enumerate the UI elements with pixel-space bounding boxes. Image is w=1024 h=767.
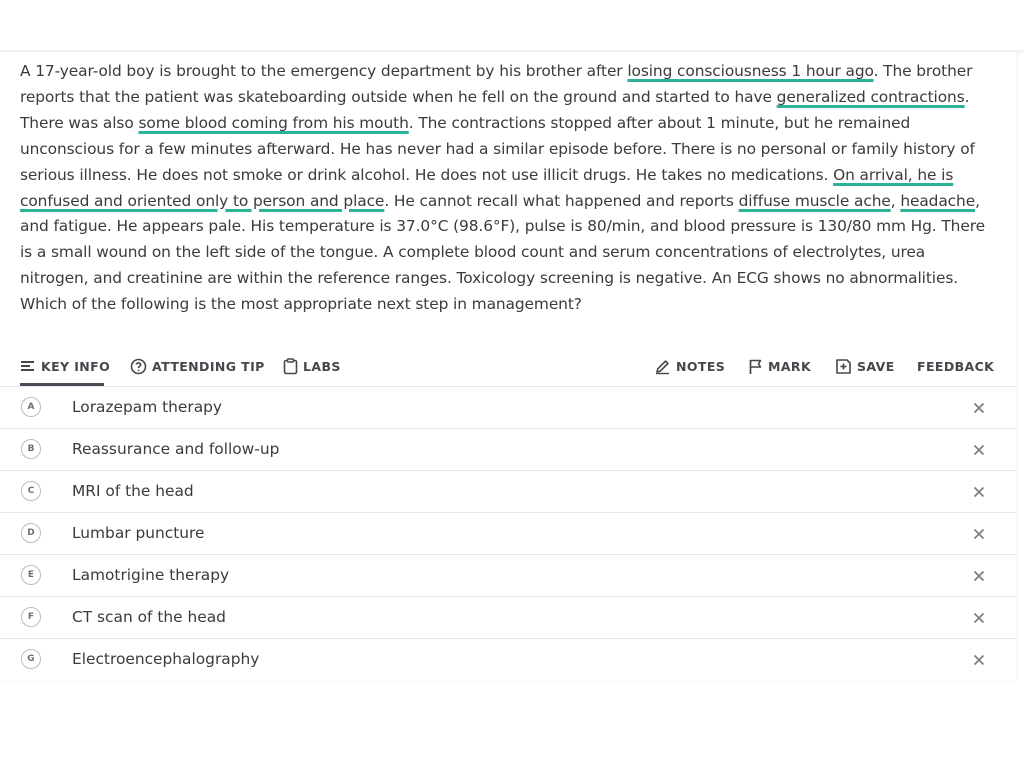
- question-text: , and fatigue. He appears pale. His temperature is 37.0°C (98.6°F), pulse is 80/min, and blood pressure is 130/80 mm Hg. There is a small wound on the left side of the tongue. A complete blood count and serum concentrations of electrolytes, urea nitrogen, and creatinine are within the reference ranges. Toxicology screening is negative. An ECG shows no abnormalities. Which of the following is the most appropriate next step in management?: [20, 191, 985, 314]
- answer-option-c[interactable]: [0, 471, 1016, 513]
- highlighted-phrase[interactable]: On arrival, he is confused and oriented only to person and place: [20, 165, 954, 210]
- question-text: ,: [890, 191, 901, 210]
- answer-option-d[interactable]: [0, 513, 1016, 555]
- answer-letter-badge: E: [21, 565, 41, 585]
- answer-text: Lamotrigine therapy: [72, 566, 230, 584]
- save-button-label: SAVE: [857, 358, 895, 374]
- tab-key-info-label: KEY INFO: [41, 358, 111, 374]
- flag-icon: [748, 358, 763, 375]
- answer-text: MRI of the head: [72, 482, 194, 500]
- answer-option-b[interactable]: [0, 429, 1016, 471]
- answer-option-e[interactable]: [0, 555, 1016, 597]
- highlighted-phrase[interactable]: some blood coming from his mouth: [138, 113, 409, 132]
- top-bar: [0, 0, 1024, 50]
- highlighted-phrase[interactable]: generalized contractions: [776, 87, 965, 106]
- list-lines-icon: [20, 359, 36, 373]
- tab-key-info[interactable]: [20, 356, 110, 376]
- save-button[interactable]: [835, 356, 895, 376]
- strike-answer-button[interactable]: [970, 567, 988, 585]
- mark-button-label: MARK: [768, 358, 812, 374]
- answer-option-g[interactable]: [0, 639, 1016, 680]
- highlighted-phrase[interactable]: headache: [900, 191, 976, 210]
- notes-button[interactable]: [654, 356, 725, 376]
- tab-labs-label: LABS: [303, 358, 341, 374]
- strike-answer-button[interactable]: [970, 609, 988, 627]
- answer-text: Lorazepam therapy: [72, 398, 223, 416]
- feedback-button-label: FEEDBACK: [917, 358, 995, 374]
- save-plus-icon: [835, 358, 852, 375]
- tab-labs[interactable]: [283, 356, 341, 376]
- answer-letter-badge: F: [21, 607, 41, 627]
- active-tab-indicator: [20, 383, 104, 386]
- answer-letter-badge: A: [21, 397, 41, 417]
- mark-button[interactable]: [748, 356, 811, 376]
- question-stem: [20, 59, 995, 318]
- strike-answer-button[interactable]: [970, 651, 988, 669]
- strike-answer-button[interactable]: [970, 525, 988, 543]
- close-icon: [973, 612, 985, 624]
- question-text: . There was also: [20, 87, 970, 132]
- notes-button-label: NOTES: [676, 358, 726, 374]
- pencil-icon: [654, 358, 671, 375]
- question-toolbar: [0, 344, 1016, 387]
- question-circle-icon: [130, 358, 147, 375]
- close-icon: [973, 654, 985, 666]
- tab-attending-tip-label: ATTENDING TIP: [152, 358, 265, 374]
- answer-option-a[interactable]: [0, 387, 1016, 429]
- close-icon: [973, 444, 985, 456]
- close-icon: [973, 486, 985, 498]
- highlighted-phrase[interactable]: diffuse muscle ache: [738, 191, 891, 210]
- highlighted-phrase[interactable]: losing consciousness 1 hour ago: [627, 62, 874, 80]
- answer-letter-badge: B: [21, 439, 41, 459]
- tab-attending-tip[interactable]: [130, 356, 265, 376]
- close-icon: [973, 570, 985, 582]
- question-text: A 17-year-old boy is brought to the emergency department by his brother after: [20, 62, 628, 80]
- strike-answer-button[interactable]: [970, 399, 988, 417]
- close-icon: [973, 528, 985, 540]
- question-text: . The contractions stopped after about 1 minute, but he remained unconscious for a few minutes afterward. He has never had a similar episode before. There is no personal or family history of serious illness. He does not smoke or drink alcohol. He does not use illicit drugs. He takes no medications.: [20, 113, 975, 184]
- question-text: . He cannot recall what happened and reports: [384, 191, 739, 210]
- feedback-button[interactable]: [917, 356, 994, 376]
- question-text: . The brother reports that the patient was skateboarding outside when he fell on the ground and started to have: [20, 62, 973, 106]
- clipboard-icon: [283, 358, 298, 375]
- answer-text: Reassurance and follow-up: [72, 440, 280, 458]
- answer-option-f[interactable]: [0, 597, 1016, 639]
- close-icon: [973, 402, 985, 414]
- answer-text: Lumbar puncture: [72, 524, 205, 542]
- answer-letter-badge: G: [21, 649, 41, 669]
- answer-letter-badge: C: [21, 481, 41, 501]
- answer-list: [0, 387, 1016, 680]
- answer-text: Electroencephalography: [72, 650, 260, 668]
- strike-answer-button[interactable]: [970, 441, 988, 459]
- answer-text: CT scan of the head: [72, 608, 226, 626]
- answer-letter-badge: D: [21, 523, 41, 543]
- strike-answer-button[interactable]: [970, 483, 988, 501]
